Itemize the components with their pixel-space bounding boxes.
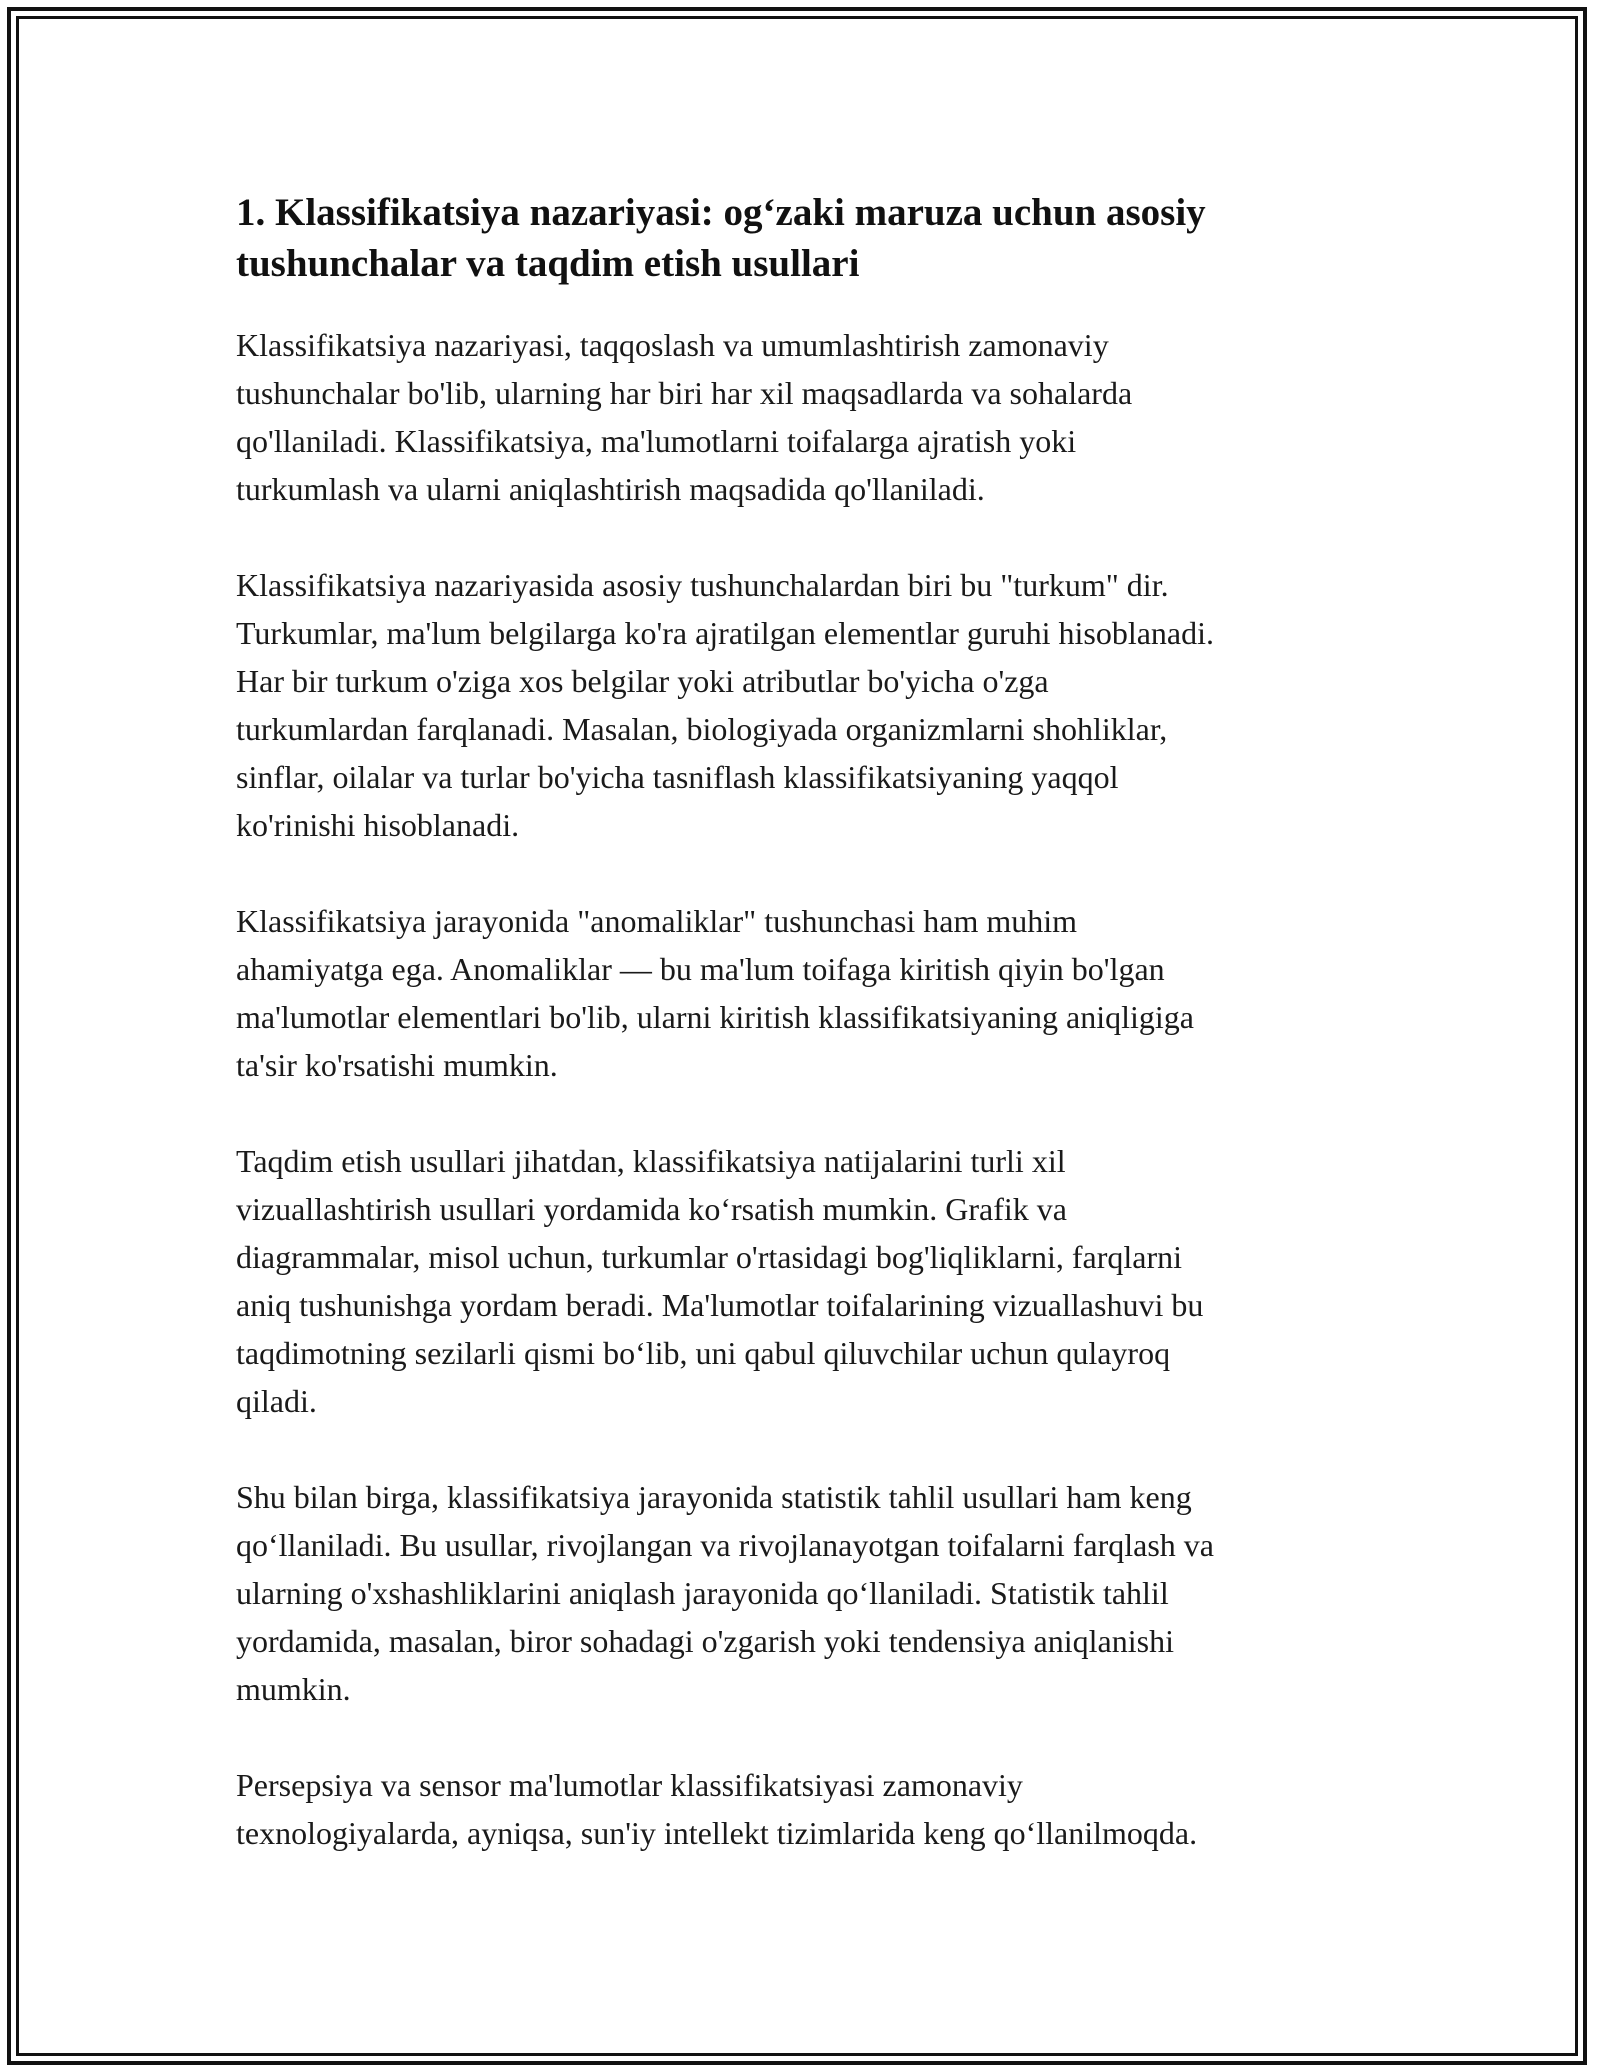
text-line: taqdimotning sezilarli qismi bo‘lib, uni qabul qiluvchilar uchun qulayroq [236, 1335, 1171, 1371]
text-line: sinflar, oilalar va turlar bo'yicha tasniflash klassifikatsiyaning yaqqol [236, 759, 1119, 795]
text-line: ta'sir ko'rsatishi mumkin. [236, 1047, 558, 1083]
text-line: yordamida, masalan, biror sohadagi o'zgarish yoki tendensiya aniqlanishi [236, 1623, 1174, 1659]
page-title [236, 187, 1376, 289]
paragraph-4 [236, 1137, 1376, 1425]
text-line: Klassifikatsiya nazariyasida asosiy tushunchalardan biri bu "turkum" dir. [236, 567, 1169, 603]
text-line: Har bir turkum o'ziga xos belgilar yoki atributlar bo'yicha o'zga [236, 663, 1049, 699]
text-line: tushunchalar bo'lib, ularning har biri har xil maqsadlarda va sohalarda [236, 375, 1133, 411]
text-line: ahamiyatga ega. Anomaliklar — bu ma'lum toifaga kiritish qiyin bo'lgan [236, 951, 1165, 987]
text-line: aniq tushunishga yordam beradi. Ma'lumotlar toifalarining vizuallashuvi bu [236, 1287, 1204, 1323]
text-line: Klassifikatsiya nazariyasi, taqqoslash va umumlashtirish zamonaviy [236, 327, 1109, 363]
title-line: 1. Klassifikatsiya nazariyasi: og‘zaki maruza uchun asosiy [236, 191, 1206, 234]
text-line: Taqdim etish usullari jihatdan, klassifikatsiya natijalarini turli xil [236, 1143, 1066, 1179]
text-line: Shu bilan birga, klassifikatsiya jarayonida statistik tahlil usullari ham keng [236, 1479, 1192, 1515]
paragraph-5 [236, 1473, 1376, 1713]
text-line: ko'rinishi hisoblanadi. [236, 807, 520, 843]
paragraph-6 [236, 1761, 1376, 1857]
text-line: Persepsiya va sensor ma'lumotlar klassifikatsiyasi zamonaviy [236, 1767, 1023, 1803]
text-line: Klassifikatsiya jarayonida "anomaliklar" tushunchasi ham muhim [236, 903, 1078, 939]
paragraph-2 [236, 561, 1376, 849]
paragraph-1 [236, 321, 1376, 513]
paragraph-3 [236, 897, 1376, 1089]
text-line: Turkumlar, ma'lum belgilarga ko'ra ajratilgan elementlar guruhi hisoblanadi. [236, 615, 1214, 651]
text-line: vizuallashtirish usullari yordamida ko‘rsatish mumkin. Grafik va [236, 1191, 1067, 1227]
text-line: ularning o'xshashliklarini aniqlash jarayonida qo‘llaniladi. Statistik tahlil [236, 1575, 1169, 1611]
text-line: turkumlardan farqlanadi. Masalan, biologiyada organizmlarni shohliklar, [236, 711, 1168, 747]
text-line: qo'llaniladi. Klassifikatsiya, ma'lumotlarni toifalarga ajratish yoki [236, 423, 1077, 459]
title-line: tushunchalar va taqdim etish usullari [236, 242, 860, 285]
text-line: texnologiyalarda, ayniqsa, sun'iy intellekt tizimlarida keng qo‘llanilmoqda. [236, 1815, 1198, 1851]
text-line: qo‘llaniladi. Bu usullar, rivojlangan va rivojlanayotgan toifalarni farqlash va [236, 1527, 1214, 1563]
text-line: diagrammalar, misol uchun, turkumlar o'rtasidagi bog'liqliklarni, farqlarni [236, 1239, 1182, 1275]
text-line: mumkin. [236, 1671, 351, 1707]
text-line: turkumlash va ularni aniqlashtirish maqsadida qo'llaniladi. [236, 471, 985, 507]
page-content [236, 187, 1376, 1905]
text-line: ma'lumotlar elementlari bo'lib, ularni kiritish klassifikatsiyaning aniqligiga [236, 999, 1194, 1035]
text-line: qiladi. [236, 1383, 317, 1419]
